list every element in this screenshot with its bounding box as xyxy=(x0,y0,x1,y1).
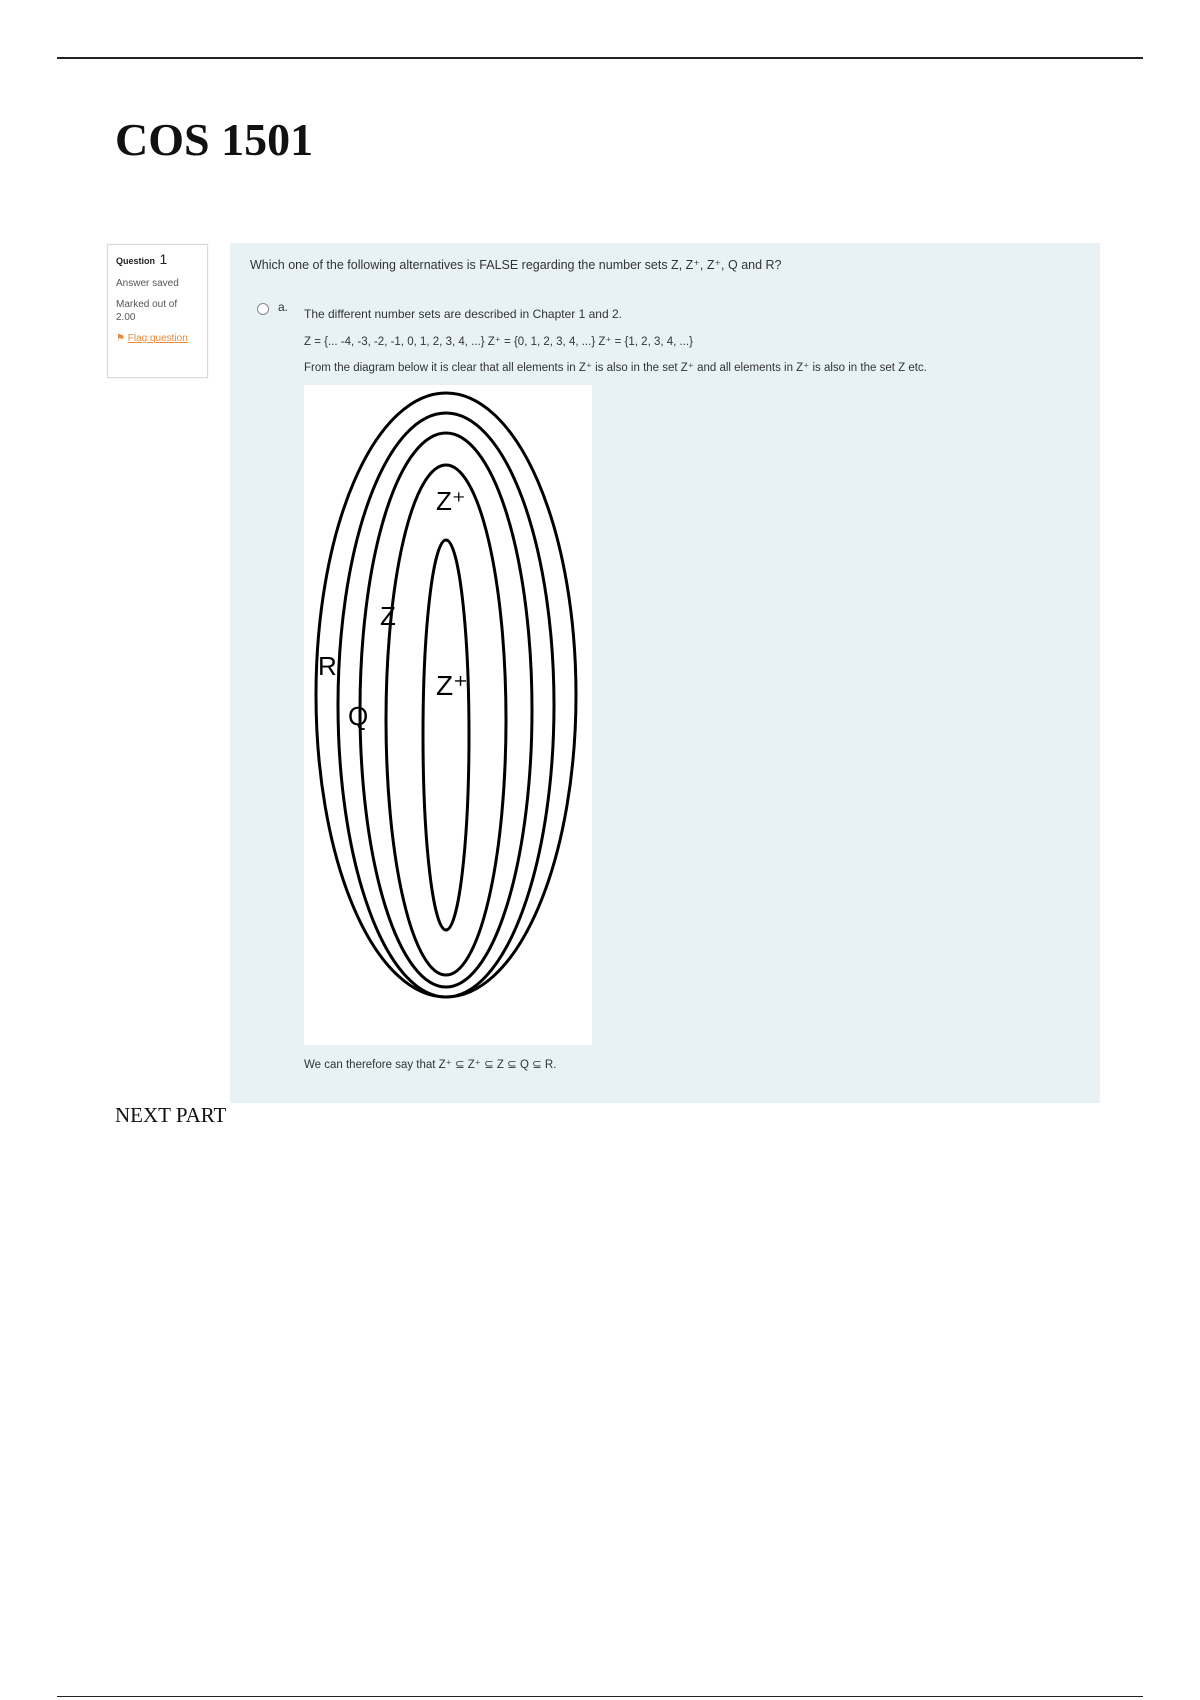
question-info-panel xyxy=(107,244,208,378)
question-marks: Marked out of 2.00 xyxy=(116,299,178,323)
top-rule xyxy=(57,57,1143,59)
flag-icon: ⚑ xyxy=(116,333,125,344)
venn-diagram-svg xyxy=(304,385,592,1045)
question-text: Which one of the following alternatives is FALSE regarding the number sets Z, Z⁺, Z⁺, Q and R? xyxy=(250,258,782,272)
option-a-letter: a. xyxy=(278,300,289,314)
set-z-pos-ellipse xyxy=(423,540,469,930)
document-title: COS 1501 xyxy=(115,114,314,165)
option-a-radio[interactable] xyxy=(257,303,269,315)
option-a-conclusion: We can therefore say that Z⁺ ⊆ Z⁺ ⊆ Z ⊆ Q ⊆ R. xyxy=(304,1059,557,1071)
label-r: R xyxy=(318,651,337,681)
label-z-pos: Z⁺ xyxy=(436,670,468,701)
question-status: Answer saved xyxy=(116,278,179,289)
flag-question-link[interactable] xyxy=(116,332,199,345)
question-content-box xyxy=(230,243,1100,1103)
flag-question-label: Flag question xyxy=(127,333,188,344)
question-number: 1 xyxy=(159,251,168,267)
option-a-line-1: The different number sets are described in Chapter 1 and 2. xyxy=(304,307,622,321)
option-a-line-2: Z = {... -4, -3, -2, -1, 0, 1, 2, 3, 4, ...} Z⁺ = {0, 1, 2, 3, 4, ...} Z⁺ = {1, 2, 3, 4, ...} xyxy=(304,336,693,348)
question-number-heading xyxy=(116,251,199,267)
question-label: Question xyxy=(116,256,156,266)
bottom-rule xyxy=(57,1696,1143,1697)
next-part-label: NEXT PART xyxy=(115,1103,227,1127)
label-z: Z xyxy=(380,601,396,631)
option-a-line-3: From the diagram below it is clear that all elements in Z⁺ is also in the set Z⁺ and all elements in Z⁺ is also in the set Z etc. xyxy=(304,362,927,374)
label-q: Q xyxy=(348,701,369,731)
number-sets-venn-diagram xyxy=(304,385,592,1045)
label-z-nonneg: Z⁺ xyxy=(436,486,466,516)
